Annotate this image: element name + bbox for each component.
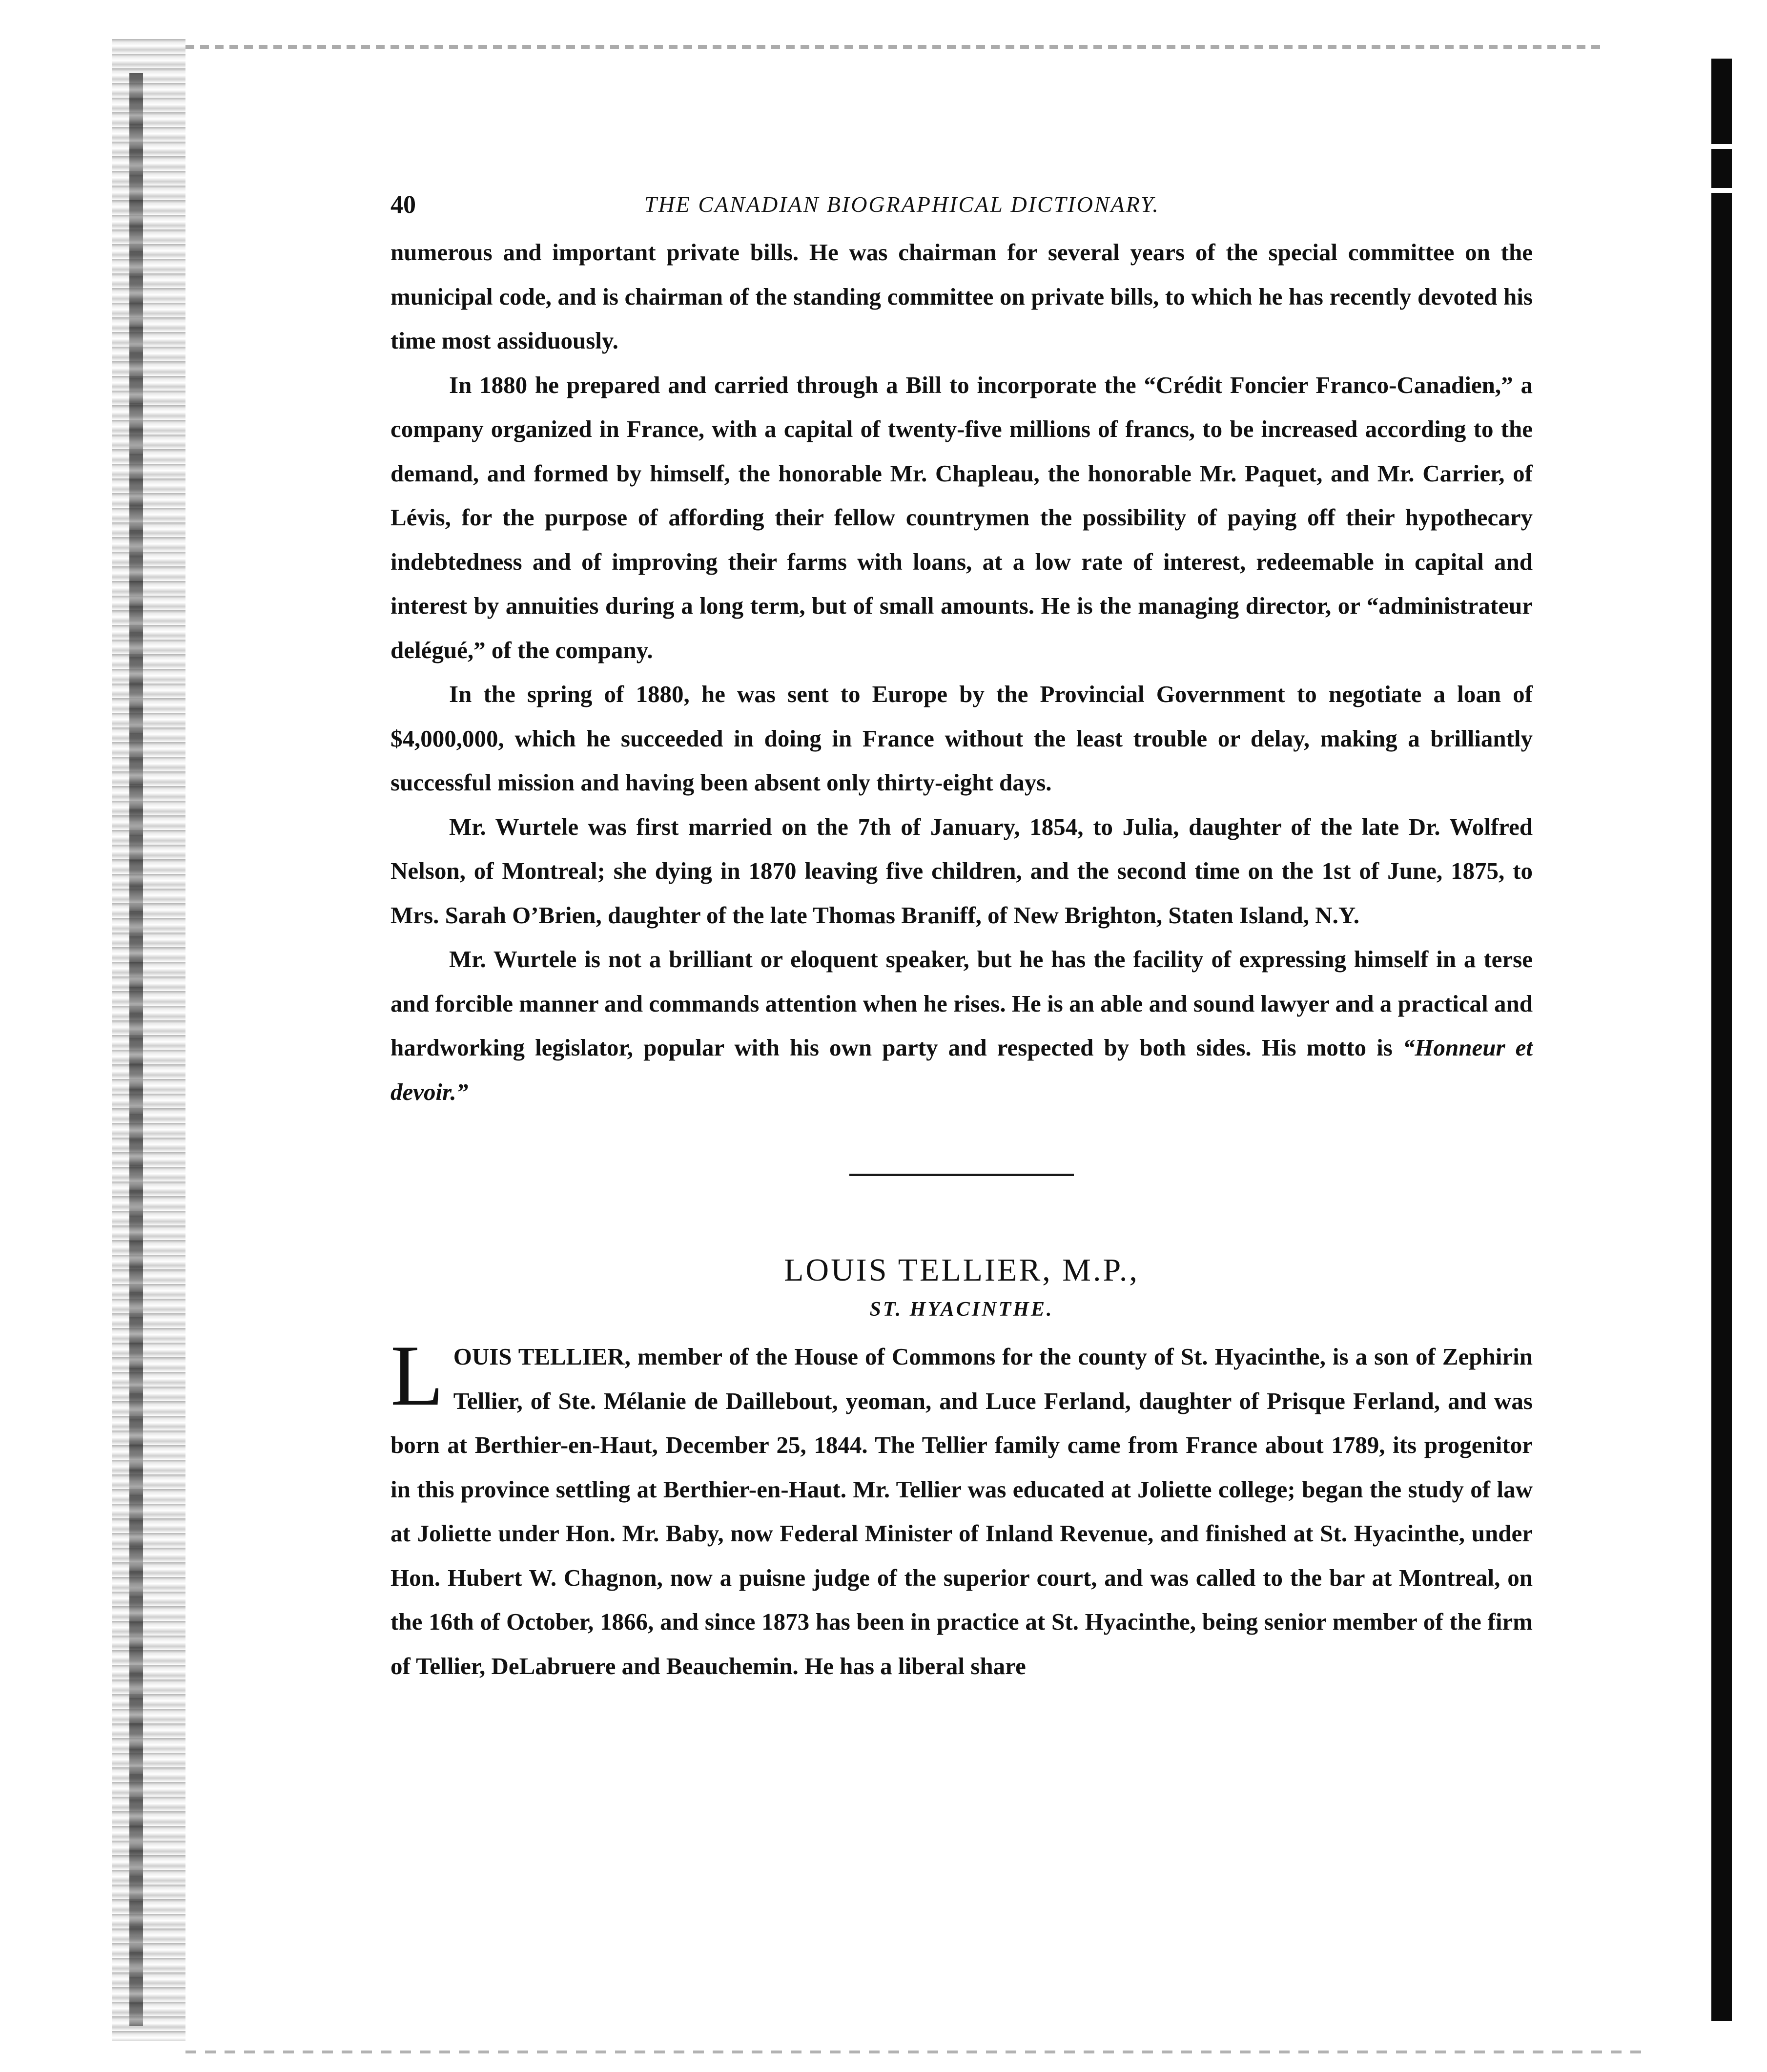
scan-right-edge-bar [1711, 59, 1732, 2021]
running-head [390, 186, 1533, 225]
paragraph: Mr. Wurtele was first married on the 7th of January, 1854, to Julia, daughter of the late Dr. Wolfred Nelson, of Montreal; she dying in 1870 leaving five children, and the second time on the 1st of June, 1875, to Mrs. Sarah O’Brien, daughter of the late Thomas Braniff, of New Brighton, Staten Island, N.Y. [390, 813, 1533, 929]
motto: “Honneur et devoir.” [390, 1034, 1533, 1105]
entry-body-text: OUIS TELLIER, member of the House of Commons for the county of St. Hyacinthe, is a son of Zephirin Tellier, of Ste. Mélanie de Daillebout, yeoman, and Luce Ferland, daughter of Prisque Ferland, and was born at Berthier-en-Haut, December 25, 1844. The Tellier family came from France about 1789, its progenitor in this province settling at Berthier-en-Haut. Mr. Tellier was educated at Joliette college; began the study of law at Joliette under Hon. Mr. Baby, now Federal Minister of Inland Revenue, and finished at St. Hyacinthe, under Hon. Hubert W. Chagnon, now a puisne judge of the superior court, and was called to the bar at Montreal, on the 16th of October, 1866, and since 1873 has been in practice at St. Hyacinthe, being senior member of the firm of Tellier, DeLabruere and Beauchemin. He has a liberal share [390, 1343, 1533, 1679]
scan-binding-shadow [129, 73, 143, 2026]
paragraph-with-motto [390, 937, 1533, 1114]
page-number: 40 [390, 191, 416, 219]
paragraph: In the spring of 1880, he was sent to Europe by the Provincial Government to negotiate a loan of $4,000,000, which he succeeded in doing in France without the least trouble or delay, making a brilliantly successful mission and having been absent only thirty-eight days. [390, 681, 1533, 796]
section-separator [849, 1174, 1074, 1176]
scan-bottom-edge [185, 2051, 1650, 2053]
entry-title: LOUIS TELLIER, M.P., [784, 1252, 1139, 1288]
previous-entry-text [390, 230, 1533, 1114]
paragraph: In 1880 he prepared and carried through a Bill to incorporate the “Crédit Foncier Franco-Canadien,” a company organized in France, with a capital of twenty-five millions of francs, to be increased according to the demand, and formed by himself, the honorable Mr. Chapleau, the honorable Mr. Paquet, and Mr. Carrier, of Lévis, for the purpose of affording their fellow countrymen the possibility of paying off their hypothecary indebtedness and of improving their farms with loans, at a low rate of interest, redeemable in capital and interest by annuities during a long term, but of small amounts. He is the managing director, or “administrateur delégué,” of the company. [390, 371, 1533, 663]
running-title: THE CANADIAN BIOGRAPHICAL DICTIONARY. [644, 192, 1160, 217]
book-page [390, 186, 1533, 1688]
scan-left-edge-shadow [112, 39, 185, 2041]
paragraph: numerous and important private bills. He was chairman for several years of the special committee on the municipal code, and is chairman of the standing committee on private bills, to which he has recently devoted his time most assiduously. [390, 239, 1533, 354]
scan-right-notch [1694, 144, 1738, 149]
drop-cap: L [390, 1327, 444, 1424]
entry-place: ST. HYACINTHE. [869, 1298, 1054, 1321]
paragraph-text: Mr. Wurtele is not a brilliant or eloquent speaker, but he has the facility of expressing himself in a terse and forcible manner and commands attention when he rises. He is an able and sound lawyer and a practical and hardworking legislator, popular with his own party and respected by both sides. His motto is [390, 946, 1533, 1061]
scan-right-notch [1694, 188, 1738, 193]
scan-top-edge [185, 45, 1601, 49]
entry-body [390, 1327, 1533, 1688]
